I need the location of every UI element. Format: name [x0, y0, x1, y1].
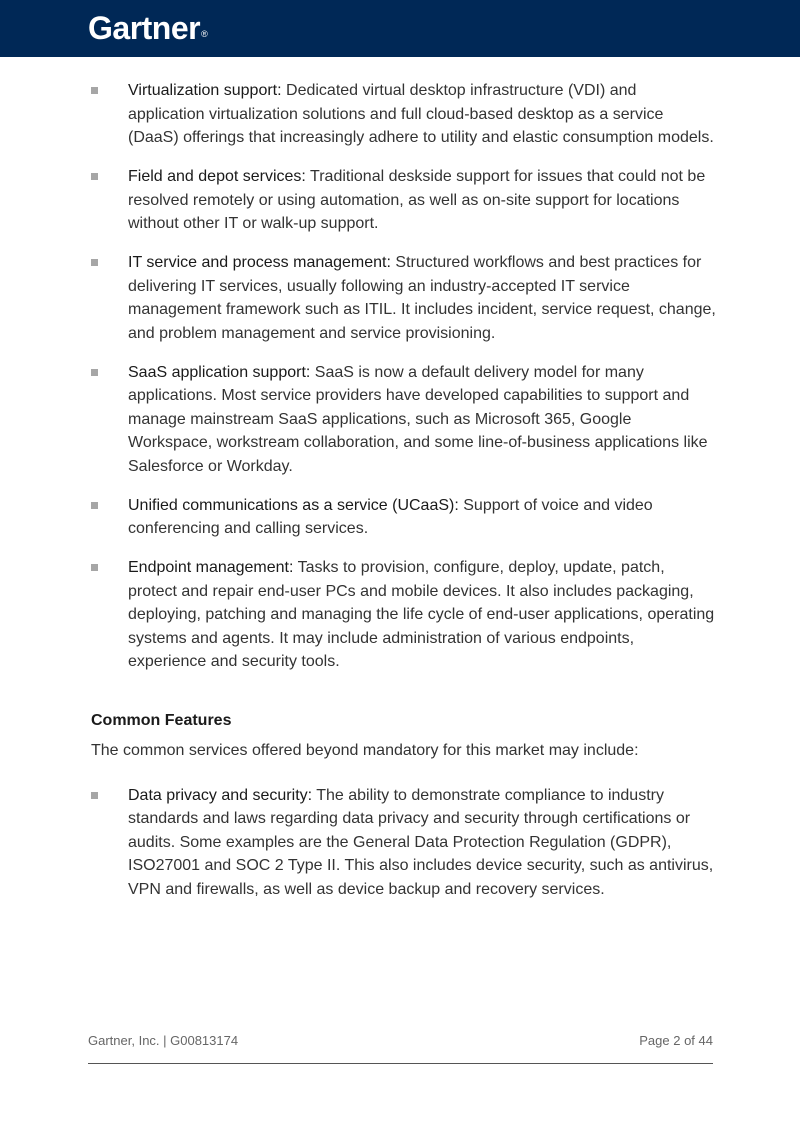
bullet-square-icon: [91, 87, 98, 94]
gartner-logo: [88, 9, 207, 53]
list-item: [91, 251, 716, 345]
list-item: [91, 784, 716, 902]
services-list: [91, 79, 716, 674]
list-item-text: SaaS is now a default delivery model for many applications. Most service providers have developed capabilities to support and manage mainstream SaaS applications, such as Microsoft 365, Google Workspace, workstream collaboration, and some line-of-business applications like Salesforce or Workday.: [128, 363, 708, 475]
list-item-text: Support of voice and video conferencing and calling services.: [128, 496, 653, 537]
list-item-term: Endpoint management:: [128, 559, 294, 576]
list-item-term: Data privacy and security:: [128, 786, 313, 804]
footer-page-number: Page 2 of 44: [639, 1033, 713, 1048]
common-features-list: [91, 784, 716, 902]
list-item-term: IT service and process management:: [128, 254, 391, 271]
list-item-term: Field and depot services:: [128, 168, 306, 185]
section-heading: Common Features: [91, 711, 232, 729]
list-item-term: SaaS application support:: [128, 363, 311, 381]
page-header: [0, 0, 800, 57]
footer-document-id: Gartner, Inc. | G00813174: [88, 1033, 239, 1048]
bullet-square-icon: [91, 502, 98, 509]
document-body: [91, 79, 716, 917]
list-item: [91, 494, 716, 541]
list-item: [91, 79, 716, 150]
list-item-text: Structured workflows and best practices for delivering IT services, usually following an industry-accepted IT service management framework such as ITIL. It includes incident, service request, change, and problem management and service provisioning.: [128, 254, 716, 342]
registered-mark: ®: [201, 29, 208, 39]
bullet-square-icon: [91, 369, 98, 376]
list-item: [91, 556, 716, 674]
list-item-text: The ability to demonstrate compliance to industry standards and laws regarding data privacy and security through certifications or audits. Some examples are the General Data Protection Regulation (GDPR), ISO27001 and SOC 2 Type II. This also includes device security, such as antivirus, VPN and firewalls, as well as device backup and recovery services.: [128, 786, 714, 898]
list-item: [91, 361, 716, 479]
list-item-term: Unified communications as a service (UCaaS):: [128, 496, 459, 514]
list-item-term: Virtualization support:: [128, 82, 282, 99]
bullet-square-icon: [91, 564, 98, 571]
bullet-square-icon: [91, 792, 98, 799]
list-item: [91, 165, 716, 236]
section-intro: The common services offered beyond mandatory for this market may include:: [91, 741, 639, 759]
logo-text: Gartner: [88, 10, 201, 46]
list-item-text: Traditional deskside support for issues that could not be resolved remotely or using automation, as well as on-site support for locations without other IT or walk-up support.: [128, 168, 706, 232]
footer-divider: [88, 1063, 713, 1064]
bullet-square-icon: [91, 259, 98, 266]
list-item-text: Tasks to provision, configure, deploy, update, patch, protect and repair end-user PCs and mobile devices. It also includes packaging, deploying, patching and managing the life cycle of end-user applications, operating systems and agents. It may include administration of various endpoints, experience and security tools.: [128, 559, 715, 670]
bullet-square-icon: [91, 173, 98, 180]
list-item-text: Dedicated virtual desktop infrastructure (VDI) and application virtualization solutions and full cloud-based desktop as a service (DaaS) offerings that increasingly adhere to utility and elastic consumption models.: [128, 82, 714, 146]
